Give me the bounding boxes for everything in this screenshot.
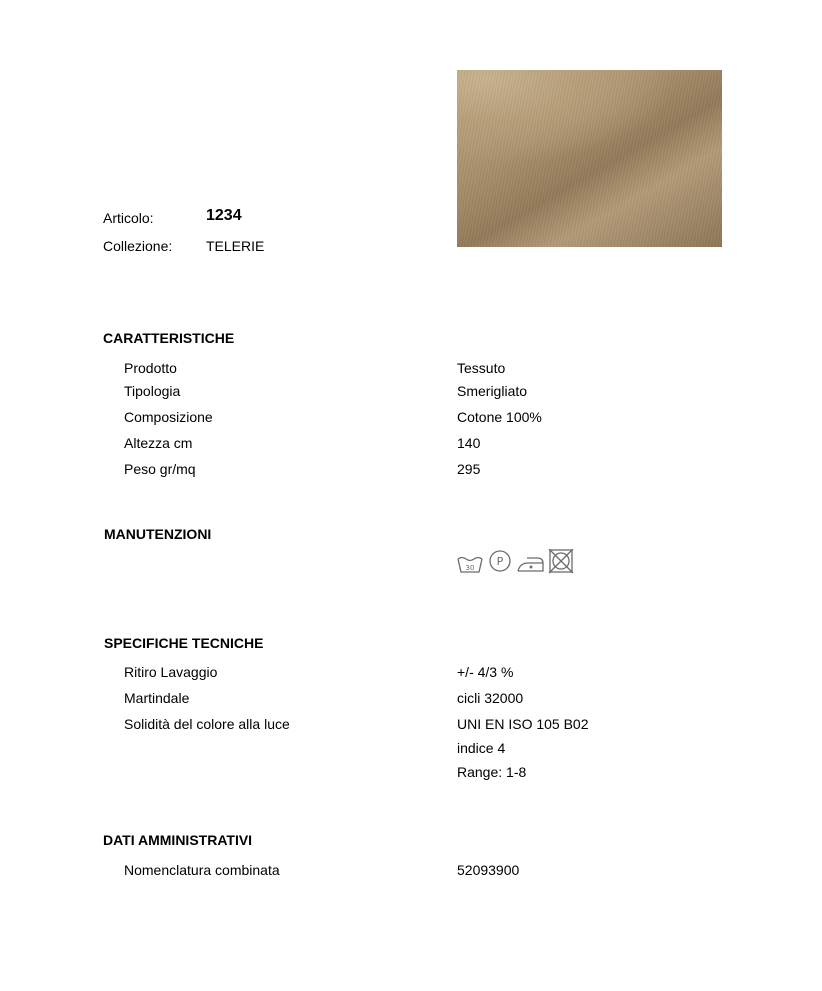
row-value: Tessuto: [457, 360, 506, 376]
row-label: Tipologia: [124, 383, 181, 399]
row-value: 140: [457, 435, 481, 451]
row-label: Nomenclatura combinata: [124, 862, 280, 878]
row-label: Composizione: [124, 409, 213, 425]
iron-low-icon: [518, 558, 543, 571]
dry-clean-p-icon: [490, 551, 510, 571]
section-title-caratteristiche: CARATTERISTICHE: [103, 330, 235, 346]
row-value: Smerigliato: [457, 383, 528, 399]
fabric-swatch-image: [457, 70, 722, 247]
row-label: Prodotto: [124, 360, 177, 376]
row-value: cicli 32000: [457, 690, 524, 706]
row-label: Ritiro Lavaggio: [124, 664, 218, 680]
section-title-specifiche: SPECIFICHE TECNICHE: [104, 635, 264, 651]
row-label: Peso gr/mq: [124, 461, 196, 477]
row-value-extra: indice 4: [457, 740, 506, 756]
articolo-label: Articolo:: [103, 210, 154, 226]
articolo-value: 1234: [206, 207, 242, 224]
no-tumble-dry-icon: [549, 549, 573, 573]
collezione-label: Collezione:: [103, 238, 173, 254]
row-value-extra: Range: 1-8: [457, 764, 527, 780]
section-title-manutenzioni: MANUTENZIONI: [104, 526, 212, 542]
section-title-amministrativi: DATI AMMINISTRATIVI: [103, 832, 253, 848]
svg-text:30: 30: [465, 564, 475, 572]
row-value: 295: [457, 461, 481, 477]
care-icons: [457, 549, 577, 575]
wash-30-icon: [458, 558, 482, 573]
row-label: Martindale: [124, 690, 190, 706]
row-value: +/- 4/3 %: [457, 664, 514, 680]
svg-text:P: P: [496, 555, 504, 568]
collezione-value: TELERIE: [206, 238, 265, 254]
row-label: Altezza cm: [124, 435, 193, 451]
row-value: 52093900: [457, 862, 520, 878]
row-value: UNI EN ISO 105 B02: [457, 716, 589, 732]
row-label: Solidità del colore alla luce: [124, 716, 290, 732]
row-value: Cotone 100%: [457, 409, 542, 425]
